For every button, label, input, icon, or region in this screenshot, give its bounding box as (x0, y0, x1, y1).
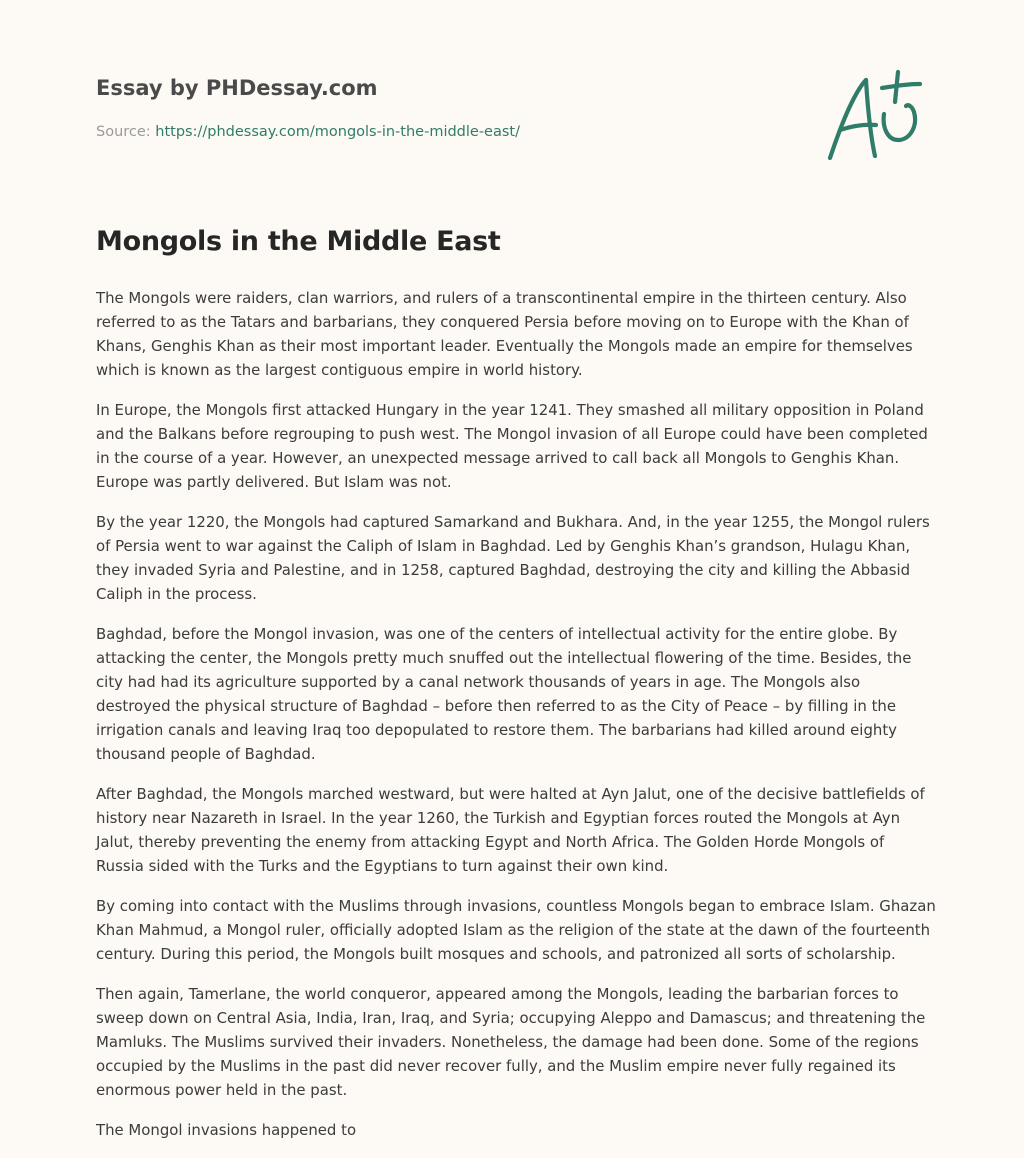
essay-paragraph: Baghdad, before the Mongol invasion, was one of the centers of intellectual activity for the entire globe. By attacking the center, the Mongols pretty much snuffed out the intellectual flowering of the time. Besides, the city had had its agriculture supported by a canal network thousands of years in age. The Mongols also destroyed the physical structure of Baghdad – before then referred to as the City of Peace – by filling in the irrigation canals and leaving Iraq too depopulated to restore them. The barbarians had killed around eighty thousand people of Baghdad. (96, 625, 912, 763)
source-link[interactable]: https://phdessay.com/mongols-in-the-middle-east/ (155, 124, 520, 140)
essay-paragraph: In Europe, the Mongols first attacked Hungary in the year 1241. They smashed all military opposition in Poland and the Balkans before regrouping to push west. The Mongol invasion of all Europe could have been completed in the course of a year. However, an unexpected message arrived to call back all Mongols to Genghis Khan. Europe was partly delivered. But Islam was not. (96, 401, 928, 491)
site-brand: Essay by PHDessay.com (96, 76, 378, 100)
a-plus-logo-icon (822, 68, 930, 168)
essay-paragraph: Then again, Tamerlane, the world conqueror, appeared among the Mongols, leading the barbarian forces to sweep down on Central Asia, India, Iran, Iraq, and Syria; occupying Aleppo and Damascus; and threatening the Mamluks. The Muslims survived their invaders. Nonetheless, the damage had been done. Some of the regions occupied by the Muslims in the past did never recover fully, and the Muslim empire never fully regained its enormous power held in the past. (96, 985, 926, 1099)
source-label: Source: (96, 124, 151, 140)
essay-paragraph: The Mongol invasions happened to (96, 1121, 357, 1139)
essay-paragraph: After Baghdad, the Mongols marched westward, but were halted at Ayn Jalut, one of the decisive battlefields of history near Nazareth in Israel. In the year 1260, the Turkish and Egyptian forces routed the Mongols at Ayn Jalut, thereby preventing the enemy from attacking Egypt and North Africa. The Golden Horde Mongols of Russia sided with the Turks and the Egyptians to turn against their own kind. (96, 785, 925, 875)
essay-paragraph: By coming into contact with the Muslims through invasions, countless Mongols began to embrace Islam. Ghazan Khan Mahmud, a Mongol ruler, officially adopted Islam as the religion of the state at the dawn of the fourteenth century. During this period, the Mongols built mosques and schools, and patronized all sorts of scholarship. (96, 897, 936, 963)
essay-title: Mongols in the Middle East (96, 226, 501, 257)
essay-paragraph: The Mongols were raiders, clan warriors, and rulers of a transcontinental empire in the thirteen century. Also referred to as the Tatars and barbarians, they conquered Persia before moving on to Europe with the Khan of Khans, Genghis Khan as their most important leader. Eventually the Mongols made an empire for themselves which is known as the largest contiguous empire in world history. (96, 289, 913, 379)
essay-paragraph: By the year 1220, the Mongols had captured Samarkand and Bukhara. And, in the year 1255, the Mongol rulers of Persia went to war against the Caliph of Islam in Baghdad. Led by Genghis Khan’s grandson, Hulagu Khan, they invaded Syria and Palestine, and in 1258, captured Baghdad, destroying the city and killing the Abbasid Caliph in the process. (96, 513, 930, 603)
source-line (96, 124, 520, 140)
essay-body (96, 286, 936, 1158)
